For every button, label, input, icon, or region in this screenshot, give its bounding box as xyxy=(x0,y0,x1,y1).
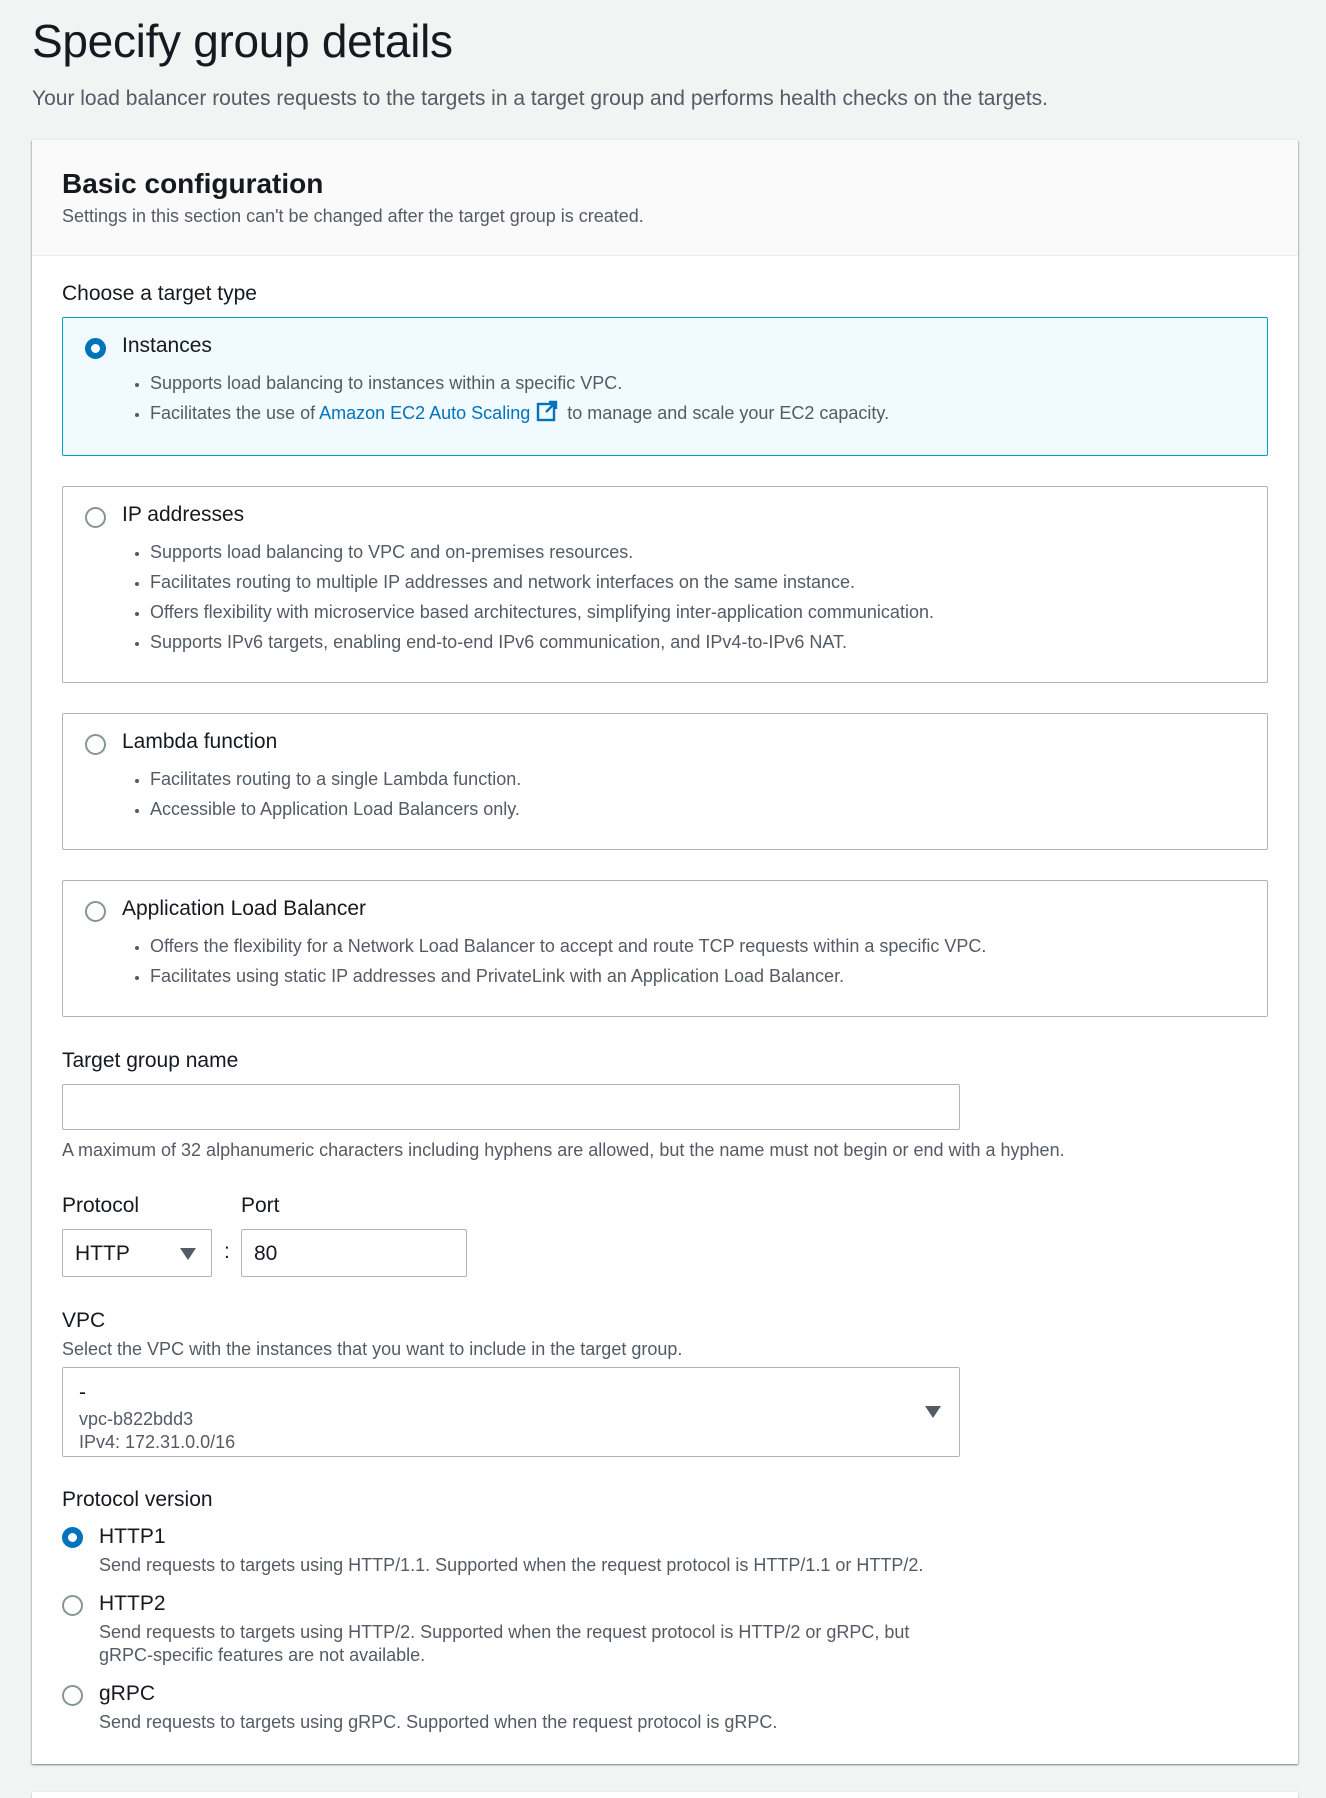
target-type-ip-addresses-tile[interactable] xyxy=(62,486,1268,683)
target-group-name-hint: A maximum of 32 alphanumeric characters including hyphens are allowed, but the name must not begin or end with a hyphen. xyxy=(62,1140,1065,1160)
vpc-cidr: IPv4: 172.31.0.0/16 xyxy=(79,1432,236,1452)
alb-title: Application Load Balancer xyxy=(122,897,367,920)
target-type-lambda-tile[interactable] xyxy=(62,713,1268,850)
list-item: • Offers the flexibility for a Network Load Balancer to accept and route TCP requests within a specific VPC. xyxy=(150,933,986,963)
external-link-icon[interactable] xyxy=(536,400,558,429)
list-item: • Facilitates the use of Amazon EC2 Auto Scaling to manage and scale your EC2 capacity. xyxy=(150,400,889,430)
next-panel-edge xyxy=(32,1792,1298,1798)
grpc-description: Send requests to targets using gRPC. Supported when the request protocol is gRPC. xyxy=(99,1712,778,1732)
list-item: • Supports load balancing to VPC and on-premises resources. xyxy=(150,539,934,569)
vpc-id: vpc-b822bdd3 xyxy=(79,1409,194,1429)
ip-addresses-radio[interactable] xyxy=(85,507,106,528)
http2-description-line2: gRPC-specific features are not available. xyxy=(99,1645,426,1665)
port-label: Port xyxy=(241,1194,280,1217)
page-title: Specify group details xyxy=(32,15,453,67)
ec2-auto-scaling-link[interactable]: Amazon EC2 Auto Scaling xyxy=(319,403,531,423)
list-item: • Facilitates routing to a single Lambda function. xyxy=(150,766,521,796)
instances-bullets xyxy=(150,370,889,430)
panel-subtitle: Settings in this section can't be changed after the target group is created. xyxy=(62,206,644,226)
list-item: • Facilitates using static IP addresses and PrivateLink with an Application Load Balancer. xyxy=(150,963,986,993)
panel-header xyxy=(32,140,1298,256)
list-item: • Supports load balancing to instances within a specific VPC. xyxy=(150,370,889,400)
http2-description-line1: Send requests to targets using HTTP/2. Supported when the request protocol is HTTP/2 or gRPC, but xyxy=(99,1622,910,1642)
vpc-description: Select the VPC with the instances that you want to include in the target group. xyxy=(62,1339,683,1359)
protocol-label: Protocol xyxy=(62,1194,140,1217)
target-type-alb-tile[interactable] xyxy=(62,880,1268,1017)
alb-radio[interactable] xyxy=(85,901,106,922)
protocol-select[interactable]: HTTP xyxy=(62,1229,212,1277)
grpc-title: gRPC xyxy=(99,1682,156,1705)
list-item: • Accessible to Application Load Balancers only. xyxy=(150,796,521,826)
http1-title: HTTP1 xyxy=(99,1525,166,1548)
protocol-version-label: Protocol version xyxy=(62,1488,213,1511)
port-input[interactable]: 80 xyxy=(241,1229,467,1277)
basic-configuration-panel xyxy=(32,140,1298,1764)
alb-bullets xyxy=(150,933,986,993)
http2-radio[interactable] xyxy=(62,1595,83,1616)
instances-title: Instances xyxy=(122,334,212,357)
instances-radio[interactable] xyxy=(85,338,106,359)
protocol-port-separator: : xyxy=(224,1240,230,1263)
http2-title: HTTP2 xyxy=(99,1592,166,1615)
target-type-instances-tile[interactable] xyxy=(62,317,1268,456)
chevron-down-icon xyxy=(925,1406,941,1418)
vpc-label: VPC xyxy=(62,1309,106,1332)
target-group-name-label: Target group name xyxy=(62,1049,239,1072)
lambda-bullets xyxy=(150,766,521,826)
ip-addresses-title: IP addresses xyxy=(122,503,245,526)
list-item: • Supports IPv6 targets, enabling end-to-end IPv6 communication, and IPv4-to-IPv6 NAT. xyxy=(150,629,934,659)
page-description: Your load balancer routes requests to the targets in a target group and performs health checks on the targets. xyxy=(32,87,1049,110)
http1-radio[interactable] xyxy=(62,1527,83,1548)
list-item: • Facilitates routing to multiple IP addresses and network interfaces on the same instance. xyxy=(150,569,934,599)
target-type-label: Choose a target type xyxy=(62,282,257,305)
ip-addresses-bullets xyxy=(150,539,934,659)
panel-title: Basic configuration xyxy=(62,168,324,199)
list-item: • Offers flexibility with microservice based architectures, simplifying inter-application communication. xyxy=(150,599,934,629)
grpc-radio[interactable] xyxy=(62,1685,83,1706)
target-group-name-input[interactable] xyxy=(62,1084,960,1130)
vpc-select[interactable] xyxy=(62,1367,960,1457)
chevron-down-icon xyxy=(180,1248,196,1260)
http1-description: Send requests to targets using HTTP/1.1. Supported when the request protocol is HTTP/1.1 or HTTP/2. xyxy=(99,1555,924,1575)
lambda-title: Lambda function xyxy=(122,730,278,753)
lambda-radio[interactable] xyxy=(85,734,106,755)
vpc-name: - xyxy=(79,1381,86,1404)
